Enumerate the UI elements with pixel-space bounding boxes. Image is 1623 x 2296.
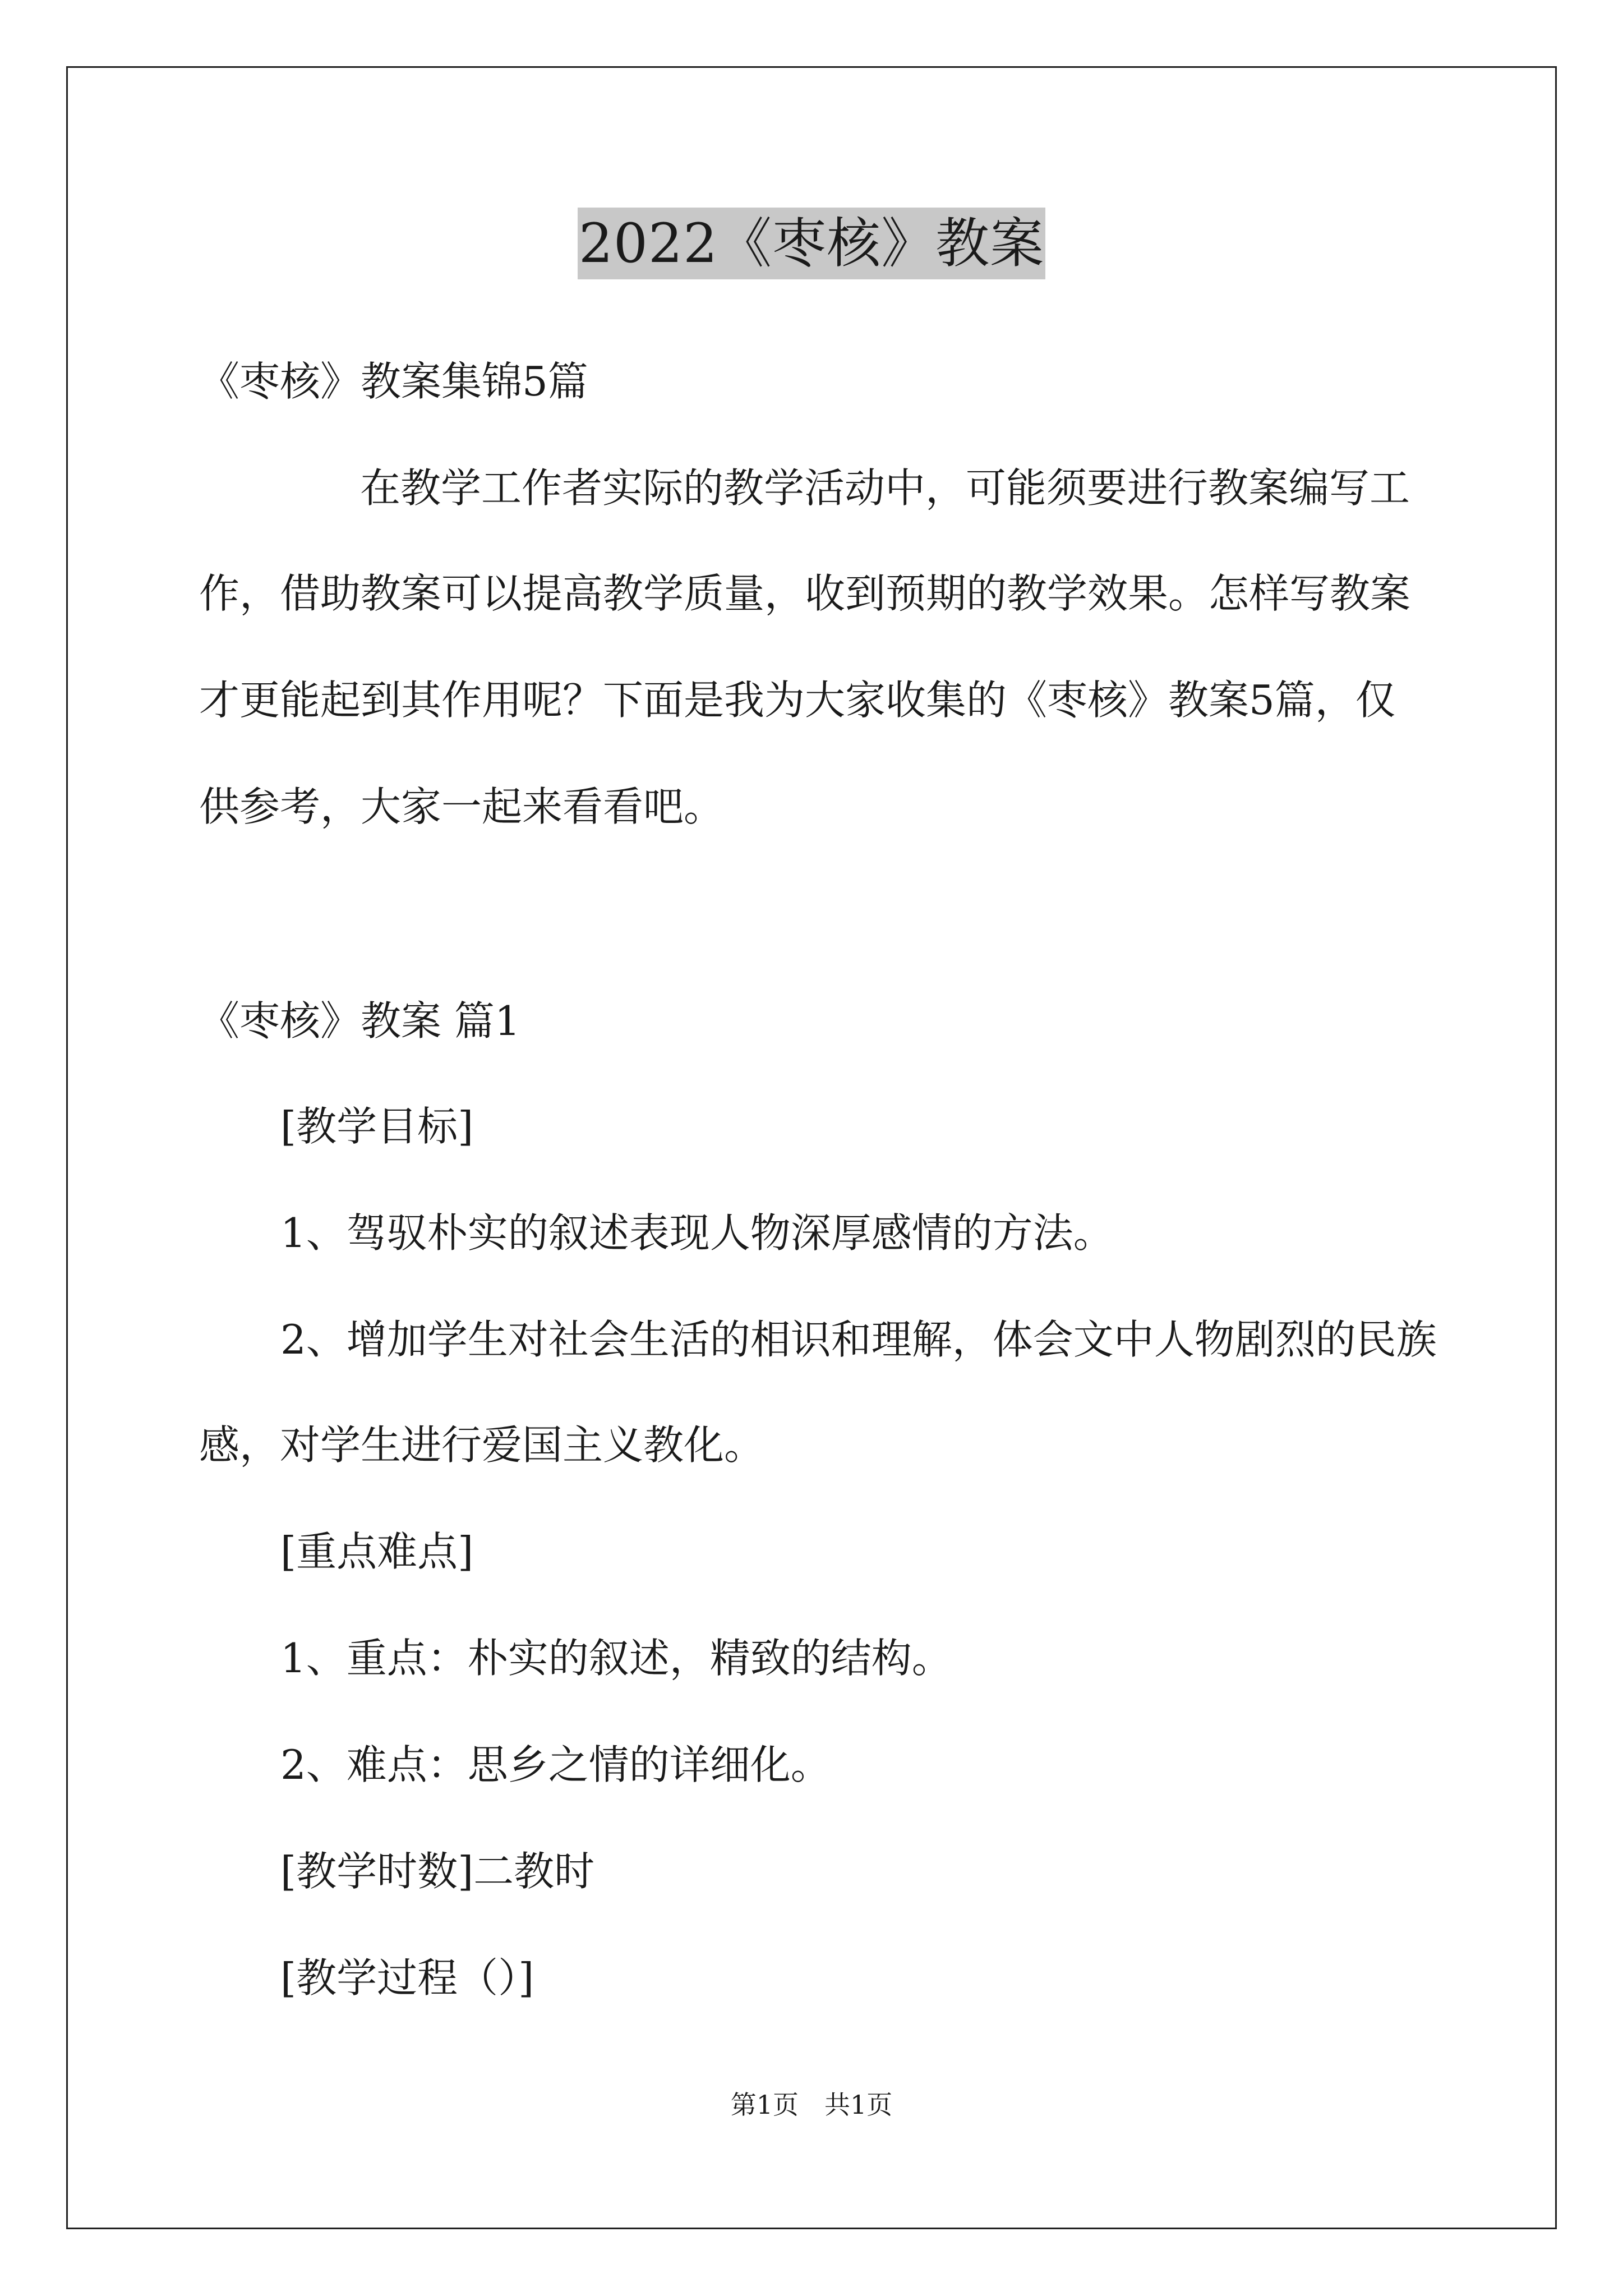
page-total: 共1页 bbox=[824, 2090, 893, 2120]
goal-2-line-1: 2、增加学生对社会生活的相识和理解，体会文中人物剧烈的民族 bbox=[280, 1316, 1437, 1363]
intro-line-4: 供参考，大家一起来看看吧。 bbox=[199, 783, 725, 830]
intro-line-2: 作，借助教案可以提高教学质量，收到预期的教学效果。怎样写教案 bbox=[199, 570, 1411, 617]
process-heading: [教学过程（）] bbox=[280, 1954, 534, 2001]
key-heading: [重点难点] bbox=[280, 1528, 474, 1575]
goal-1: 1、驾驭朴实的叙述表现人物深厚感情的方法。 bbox=[280, 1209, 1114, 1257]
intro-line-1: 在教学工作者实际的教学活动中，可能须要进行教案编写工 bbox=[360, 464, 1410, 512]
section-heading: 《枣核》教案 篇1 bbox=[199, 997, 520, 1045]
title-block bbox=[0, 208, 1623, 279]
intro-line-3: 才更能起到其作用呢？下面是我为大家收集的《枣核》教案5篇，仅 bbox=[199, 677, 1396, 724]
document-subtitle: 《枣核》教案集锦5篇 bbox=[199, 358, 588, 405]
goal-2-line-2: 感，对学生进行爱国主义教化。 bbox=[199, 1421, 765, 1469]
goals-heading: [教学目标] bbox=[280, 1103, 474, 1150]
page-footer bbox=[0, 2088, 1623, 2122]
teaching-hours: [教学时数]二教时 bbox=[280, 1848, 595, 1895]
page-number: 第1页 bbox=[730, 2090, 799, 2120]
key-point: 1、重点：朴实的叙述，精致的结构。 bbox=[280, 1635, 952, 1682]
document-title: 2022《枣核》教案 bbox=[578, 208, 1045, 279]
difficult-point: 2、难点：思乡之情的详细化。 bbox=[280, 1741, 831, 1788]
